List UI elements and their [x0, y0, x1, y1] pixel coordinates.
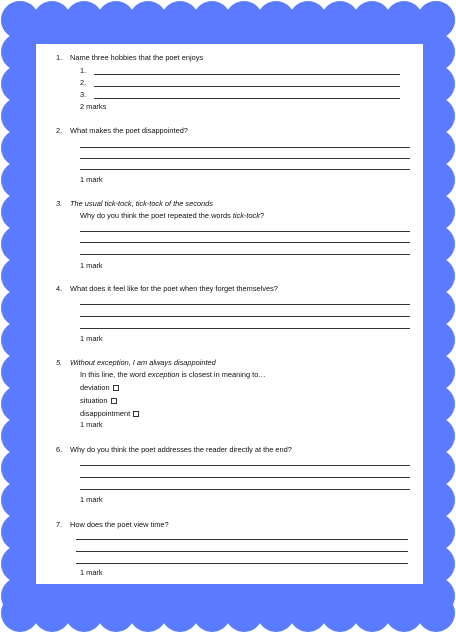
question-number: 3.	[56, 199, 63, 208]
answer-line[interactable]	[94, 74, 400, 75]
question-2	[56, 125, 188, 137]
answer-line[interactable]	[80, 158, 410, 159]
marks-label: 1 mark	[80, 420, 103, 429]
answer-line[interactable]	[80, 465, 410, 466]
answer-line[interactable]	[94, 86, 400, 87]
answer-line[interactable]	[80, 169, 410, 170]
prompt-emphasis: exception	[147, 370, 180, 379]
question-number: 5.	[56, 358, 63, 367]
option-label: situation	[80, 396, 108, 405]
prompt-text: is closest in meaning to…	[179, 370, 266, 379]
quote-text: The usual tick-tock, tick-tock of the seconds	[70, 199, 213, 208]
question-5	[56, 357, 216, 369]
worksheet-page	[36, 44, 423, 584]
prompt-emphasis: tick-tock	[232, 211, 260, 220]
checkbox-icon[interactable]	[111, 398, 117, 404]
answer-line[interactable]	[94, 98, 400, 99]
checkbox-icon[interactable]	[113, 385, 119, 391]
marks-label: 1 mark	[80, 334, 103, 343]
answer-line[interactable]	[80, 147, 410, 148]
question-prompt	[80, 369, 266, 381]
prompt-text: Why do you think the poet repeated the words	[80, 211, 233, 220]
answer-line[interactable]	[80, 328, 410, 329]
option-label: disappointment	[80, 409, 131, 418]
answer-line[interactable]	[80, 254, 410, 255]
question-number: 7.	[56, 520, 63, 529]
question-text: Why do you think the poet addresses the reader directly at the end?	[70, 445, 292, 454]
marks-label: 1 mark	[80, 495, 103, 504]
answer-line[interactable]	[80, 242, 410, 243]
marks-label: 1 mark	[80, 568, 103, 577]
question-text: How does the poet view time?	[70, 520, 169, 529]
prompt-text: In this line, the word	[80, 370, 148, 379]
question-number: 4.	[56, 284, 63, 293]
question-text: Name three hobbies that the poet enjoys	[70, 53, 204, 62]
question-3	[56, 198, 213, 210]
answer-line[interactable]	[80, 489, 410, 490]
question-number: 2.	[56, 126, 63, 135]
checkbox-icon[interactable]	[133, 411, 139, 417]
question-text: What makes the poet disappointed?	[70, 126, 188, 135]
answer-number: 3.	[80, 90, 87, 99]
question-4	[56, 283, 278, 295]
marks-label: 1 mark	[80, 175, 103, 184]
prompt-text: ?	[259, 211, 265, 220]
question-number: 6.	[56, 445, 63, 454]
answer-line[interactable]	[80, 316, 410, 317]
marks-label: 2 marks	[80, 102, 107, 111]
answer-line[interactable]	[76, 539, 408, 540]
answer-line[interactable]	[76, 563, 408, 564]
question-text: What does it feel like for the poet when they forget themselves?	[70, 284, 278, 293]
answer-line[interactable]	[80, 231, 410, 232]
option-deviation[interactable]	[80, 382, 119, 394]
question-1	[56, 52, 203, 64]
question-6	[56, 444, 292, 456]
option-label: deviation	[80, 383, 110, 392]
quote-text: Without exception, I am always disappointed	[70, 358, 216, 367]
question-prompt	[80, 210, 264, 222]
answer-number: 2.	[80, 78, 87, 87]
option-situation[interactable]	[80, 395, 117, 407]
question-number: 1.	[56, 53, 63, 62]
answer-number: 1.	[80, 66, 87, 75]
answer-line[interactable]	[80, 304, 410, 305]
answer-line[interactable]	[76, 551, 408, 552]
question-7	[56, 519, 169, 531]
marks-label: 1 mark	[80, 261, 103, 270]
answer-line[interactable]	[80, 477, 410, 478]
